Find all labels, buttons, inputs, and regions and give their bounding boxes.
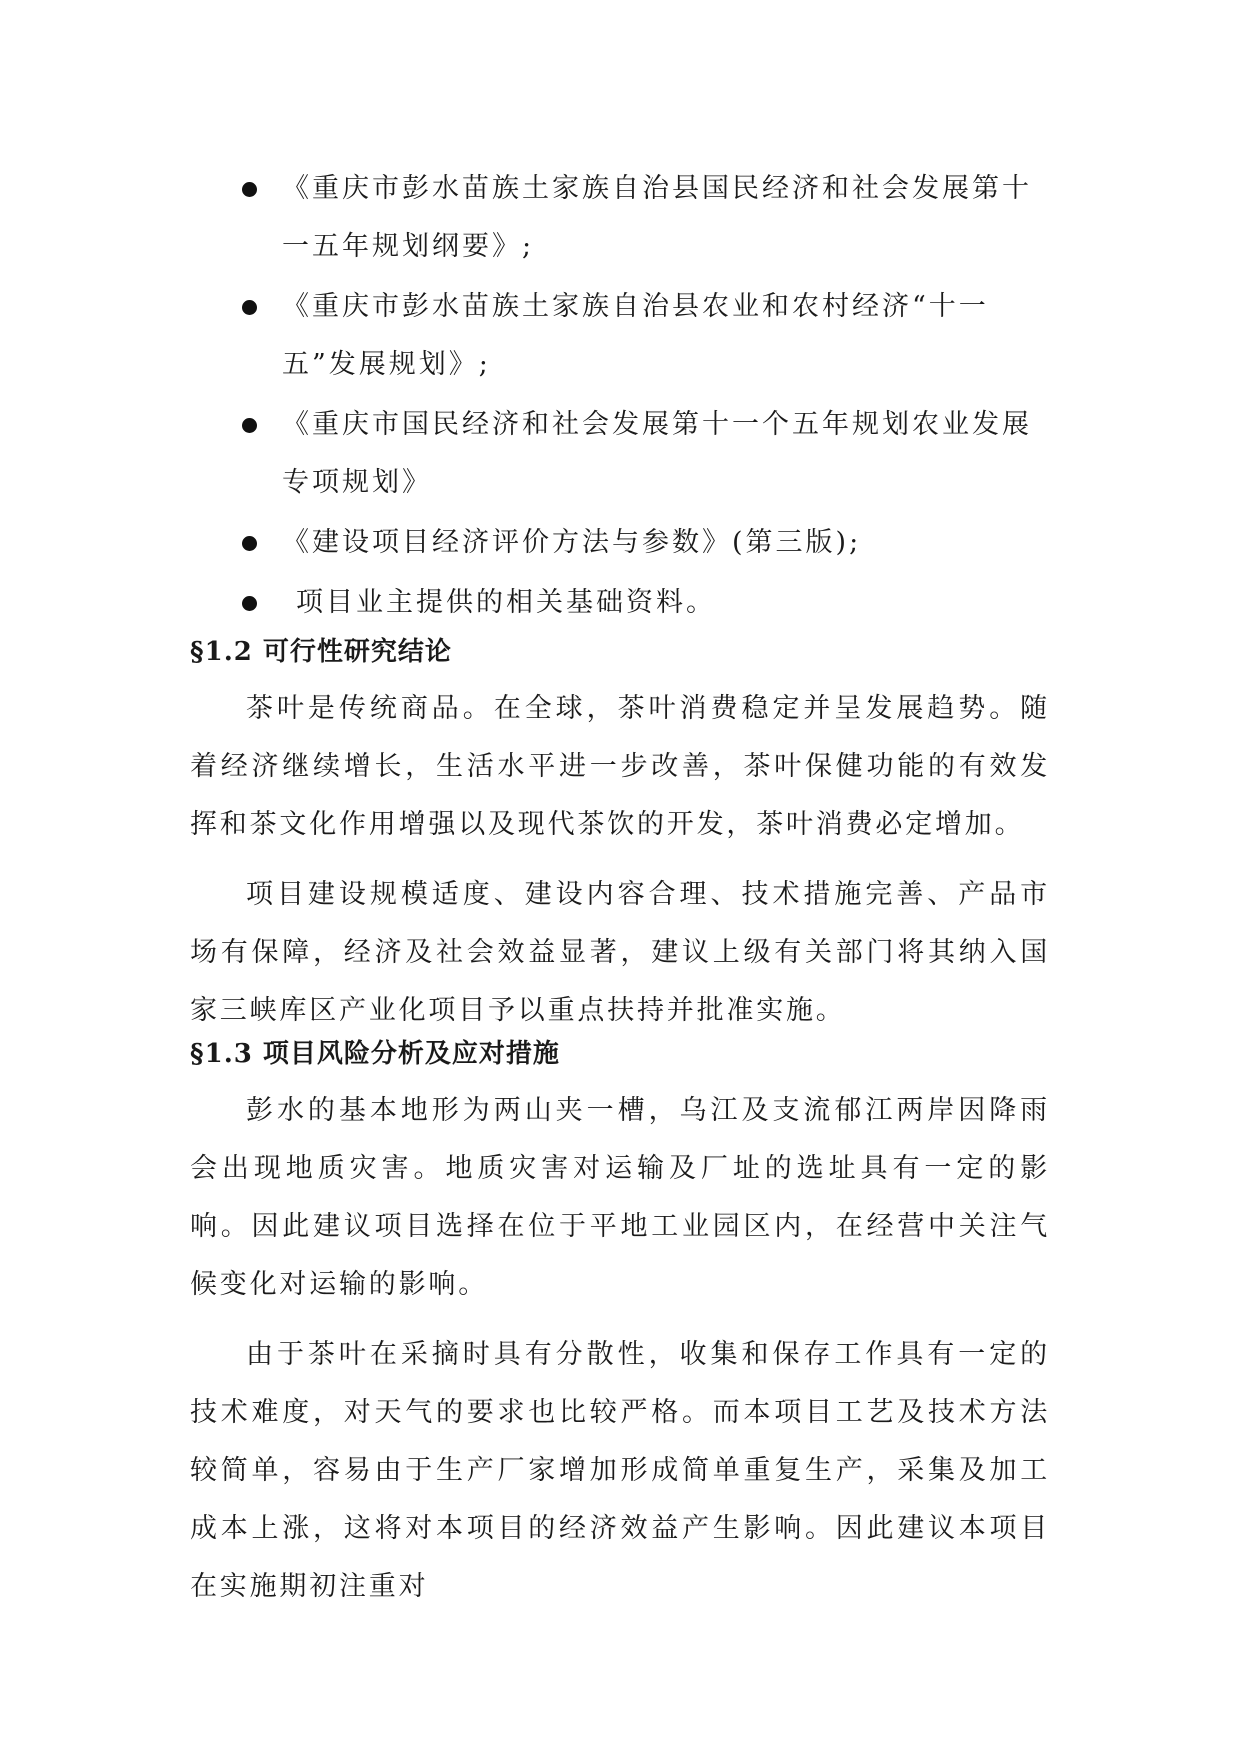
section-title: 项目风险分析及应对措施	[262, 1039, 560, 1069]
list-item-text: 项目业主提供的相关基础资料。	[296, 587, 716, 618]
paragraph: 彭水的基本地形为两山夹一槽，乌江及支流郁江两岸因降雨会出现地质灾害。地质灾害对运输及厂址的选址具有一定的影响。因此建议项目选择在位于平地工业园区内，在经营中关注气候变化对运输的影响。	[190, 1095, 1050, 1300]
list-item	[240, 278, 1050, 394]
bullet-icon	[242, 300, 257, 315]
bullet-icon	[242, 536, 257, 551]
section-number: §1.3	[190, 1039, 253, 1069]
bullet-icon	[242, 182, 257, 197]
list-item	[240, 514, 1050, 572]
section-number: §1.2	[190, 637, 253, 667]
section-heading-1-2	[190, 632, 452, 672]
bullet-icon	[242, 418, 257, 433]
list-item-text: 《重庆市彭水苗族土家族自治县国民经济和社会发展第十一五年规划纲要》;	[282, 173, 1032, 262]
paragraph: 项目建设规模适度、建设内容合理、技术措施完善、产品市场有保障，经济及社会效益显著，建议上级有关部门将其纳入国家三峡库区产业化项目予以重点扶持并批准实施。	[190, 879, 1050, 1026]
list-item-text: 《建设项目经济评价方法与参数》(第三版);	[282, 527, 862, 558]
list-item	[240, 396, 1050, 512]
bullet-icon	[242, 596, 257, 611]
list-item-text: 《重庆市国民经济和社会发展第十一个五年规划农业发展专项规划》	[282, 409, 1032, 498]
list-item	[240, 160, 1050, 276]
section-title: 可行性研究结论	[262, 637, 452, 667]
section-heading-1-3	[190, 1034, 560, 1074]
list-item	[240, 574, 1050, 632]
list-item-text: 《重庆市彭水苗族土家族自治县农业和农村经济“十一五”发展规划》;	[282, 291, 989, 380]
paragraph: 茶叶是传统商品。在全球，茶叶消费稳定并呈发展趋势。随着经济继续增长，生活水平进一步改善，茶叶保健功能的有效发挥和茶文化作用增强以及现代茶饮的开发，茶叶消费必定增加。	[190, 693, 1050, 840]
paragraph: 由于茶叶在采摘时具有分散性，收集和保存工作具有一定的技术难度，对天气的要求也比较严格。而本项目工艺及技术方法较简单，容易由于生产厂家增加形成简单重复生产，采集及加工成本上涨，这将对本项目的经济效益产生影响。因此建议本项目在实施期初注重对	[190, 1339, 1050, 1602]
reference-list	[240, 160, 1050, 634]
